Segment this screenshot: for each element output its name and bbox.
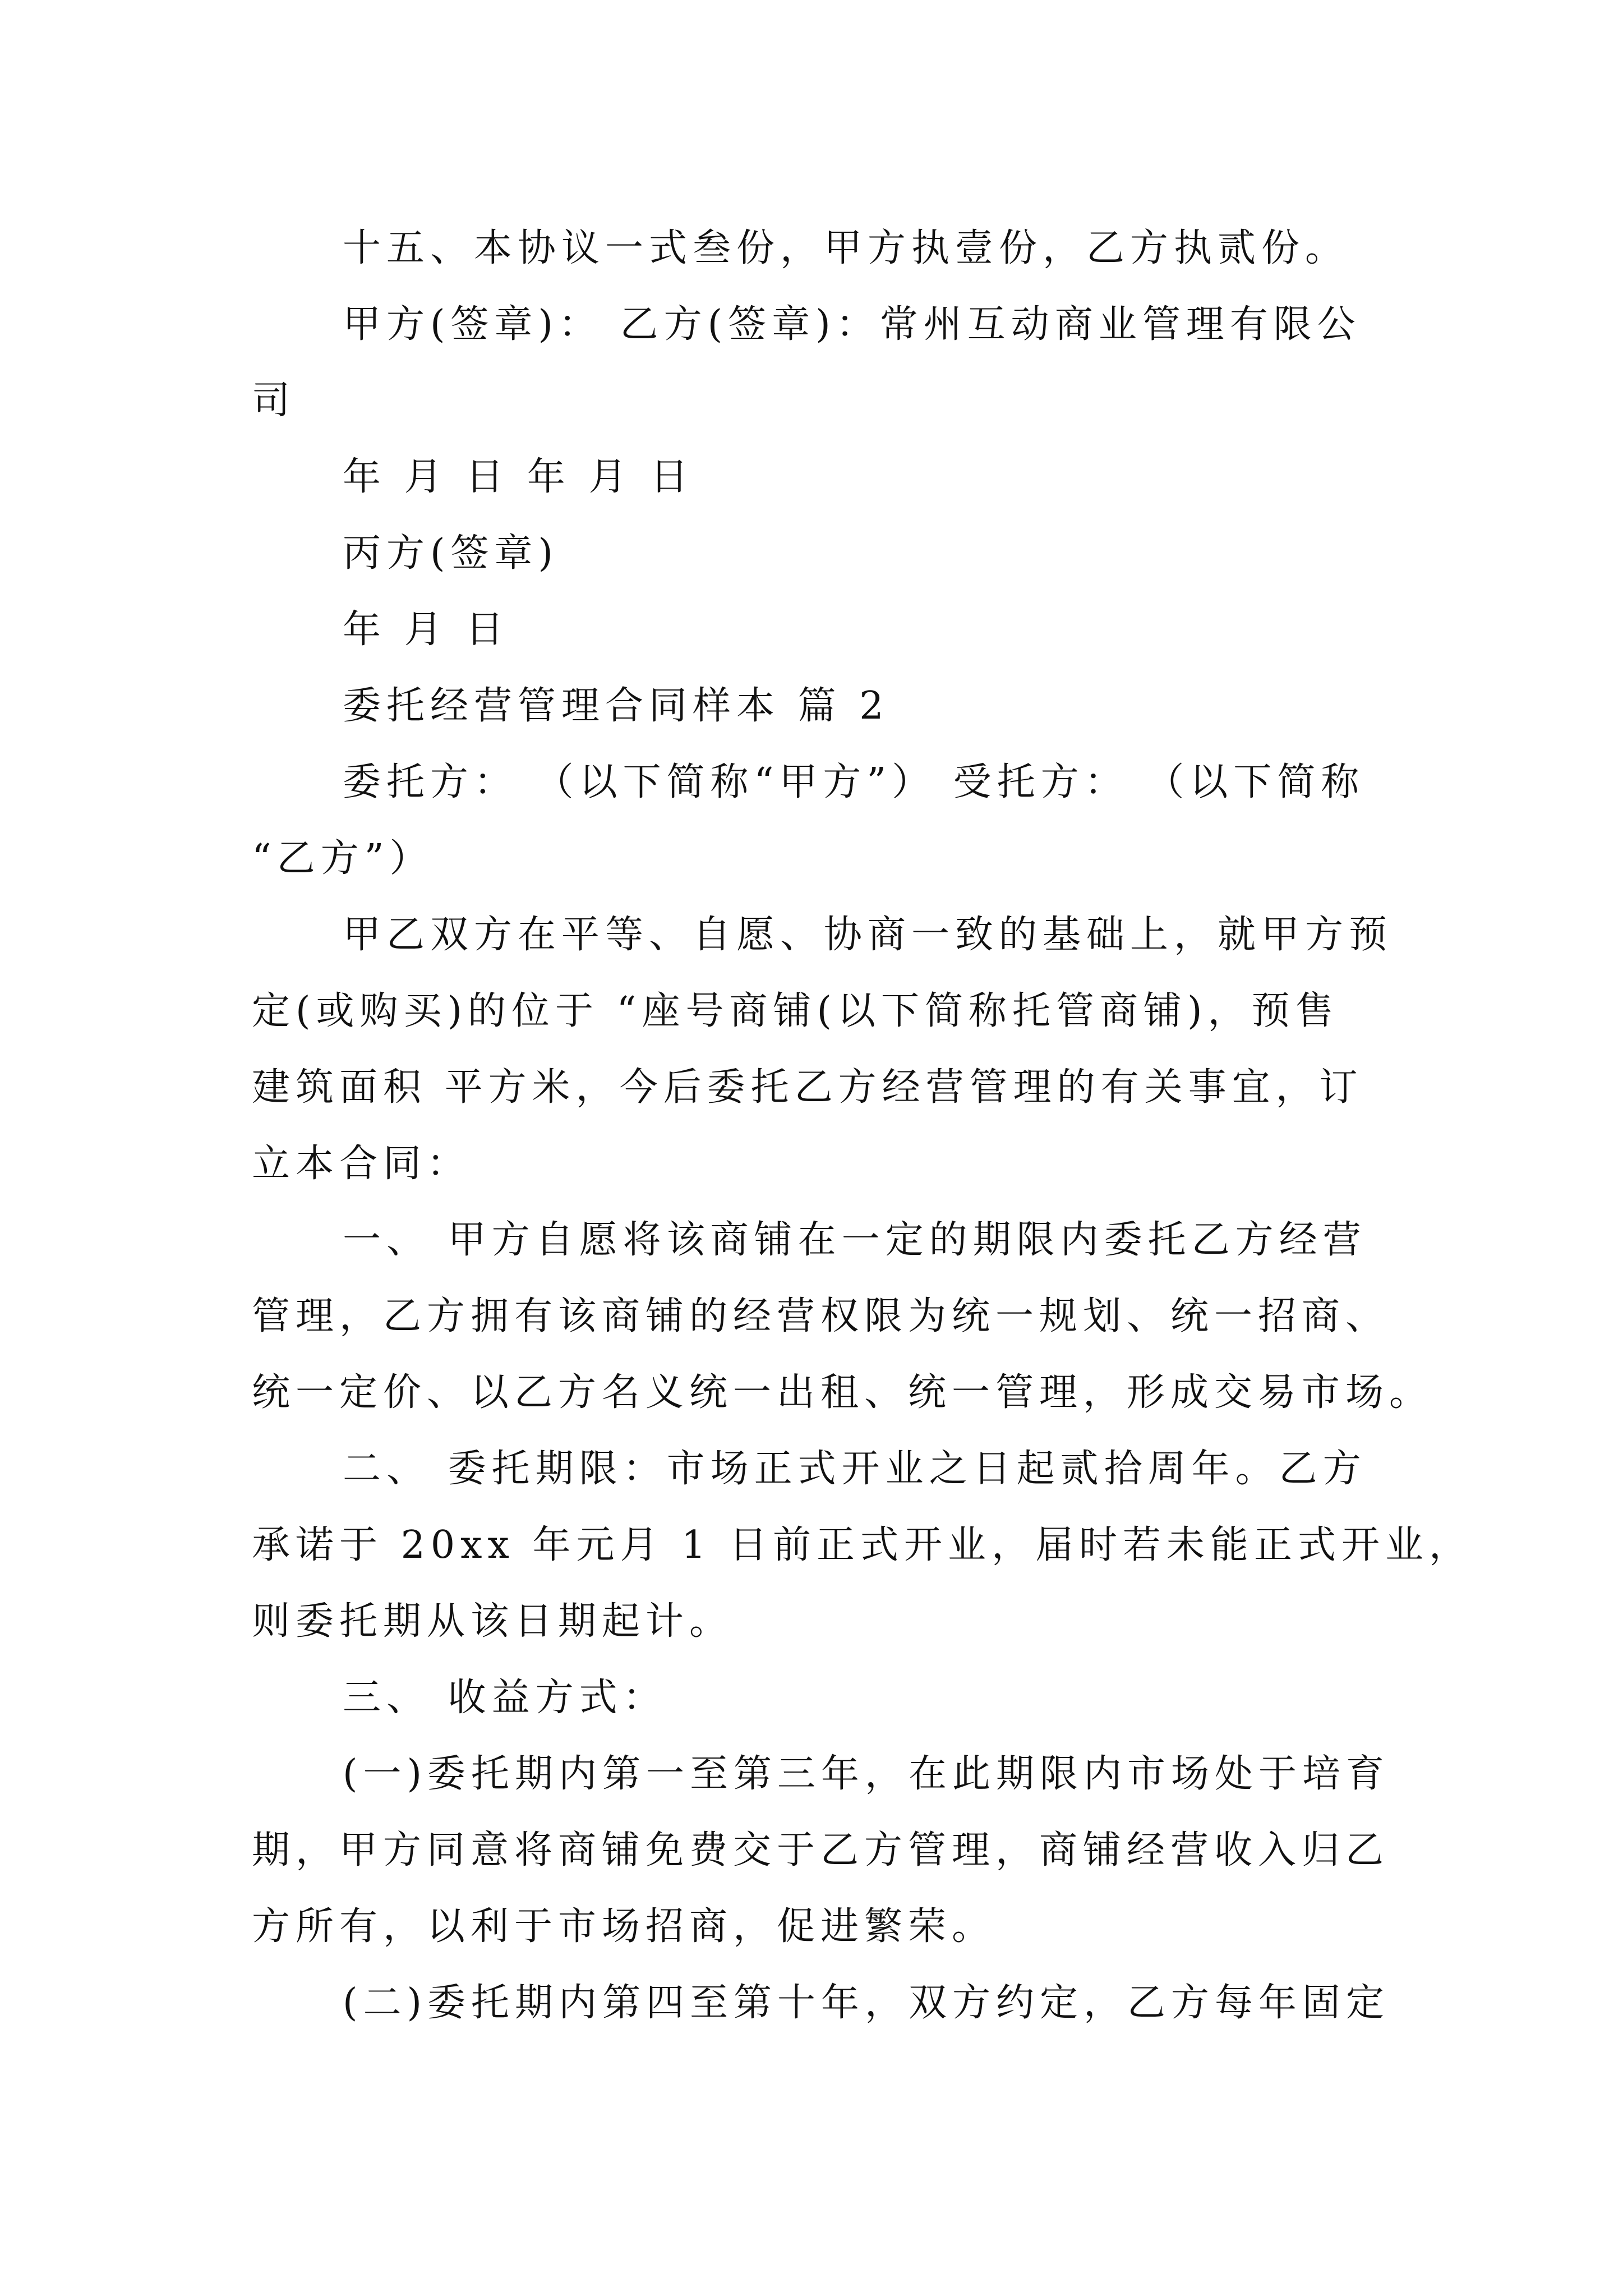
- clause-2-line-1: 二、 委托期限：市场正式开业之日起贰拾周年。乙方: [343, 1447, 1367, 1491]
- clause-3-2-line-1: (二)委托期内第四至第十年，双方约定，乙方每年固定: [343, 1981, 1390, 2025]
- clause-15-text: 十五、本协议一式叁份，甲方执壹份，乙方执贰份。: [343, 226, 1349, 270]
- preamble-line-4: 立本合同：: [252, 1142, 471, 1186]
- clause-3-1-line-1: (一)委托期内第一至第三年，在此期限内市场处于培育: [343, 1752, 1390, 1796]
- preamble-line-1: 甲乙双方在平等、自愿、协商一致的基础上，就甲方预: [343, 913, 1393, 957]
- signature-dates: 年 月 日 年 月 日: [343, 455, 694, 499]
- clause-1-line-2: 管理，乙方拥有该商铺的经营权限为统一规划、统一招商、: [252, 1294, 1390, 1338]
- section-title: 委托经营管理合同样本 篇 2: [343, 684, 889, 728]
- document-body: [252, 210, 1473, 2041]
- clause-3-1-line-3: 方所有，以利于市场招商，促进繁荣。: [252, 1904, 996, 1949]
- parties-line: 委托方： （以下简称“甲方”） 受托方： （以下简称: [343, 760, 1365, 804]
- clause-1-line-3: 统一定价、以乙方名义统一出租、统一管理，形成交易市场。: [252, 1370, 1433, 1415]
- signature-party-a-b: 甲方(签章)： 乙方(签章)：常州互动商业管理有限公: [343, 302, 1361, 347]
- preamble-line-3: 建筑面积 平方米，今后委托乙方经营管理的有关事宜，订: [252, 1065, 1363, 1110]
- signature-date-c: 年 月 日: [343, 608, 510, 652]
- clause-2-line-2: 承诺于 20xx 年元月 1 日前正式开业，届时若未能正式开业，: [252, 1523, 1473, 1567]
- clause-2-line-3: 则委托期从该日期起计。: [252, 1599, 734, 1644]
- signature-party-b-continued: 司: [252, 379, 296, 423]
- preamble-line-2: 定(或购买)的位于 “座号商铺(以下简称托管商铺)，预售: [252, 989, 1339, 1033]
- clause-3-1-line-2: 期，甲方同意将商铺免费交于乙方管理，商铺经营收入归乙: [252, 1828, 1390, 1872]
- signature-party-c: 丙方(签章): [343, 531, 559, 576]
- clause-1-line-1: 一、 甲方自愿将该商铺在一定的期限内委托乙方经营: [343, 1218, 1367, 1262]
- clause-3-heading: 三、 收益方式：: [343, 1676, 667, 1720]
- parties-line-continued: “乙方”）: [252, 836, 434, 881]
